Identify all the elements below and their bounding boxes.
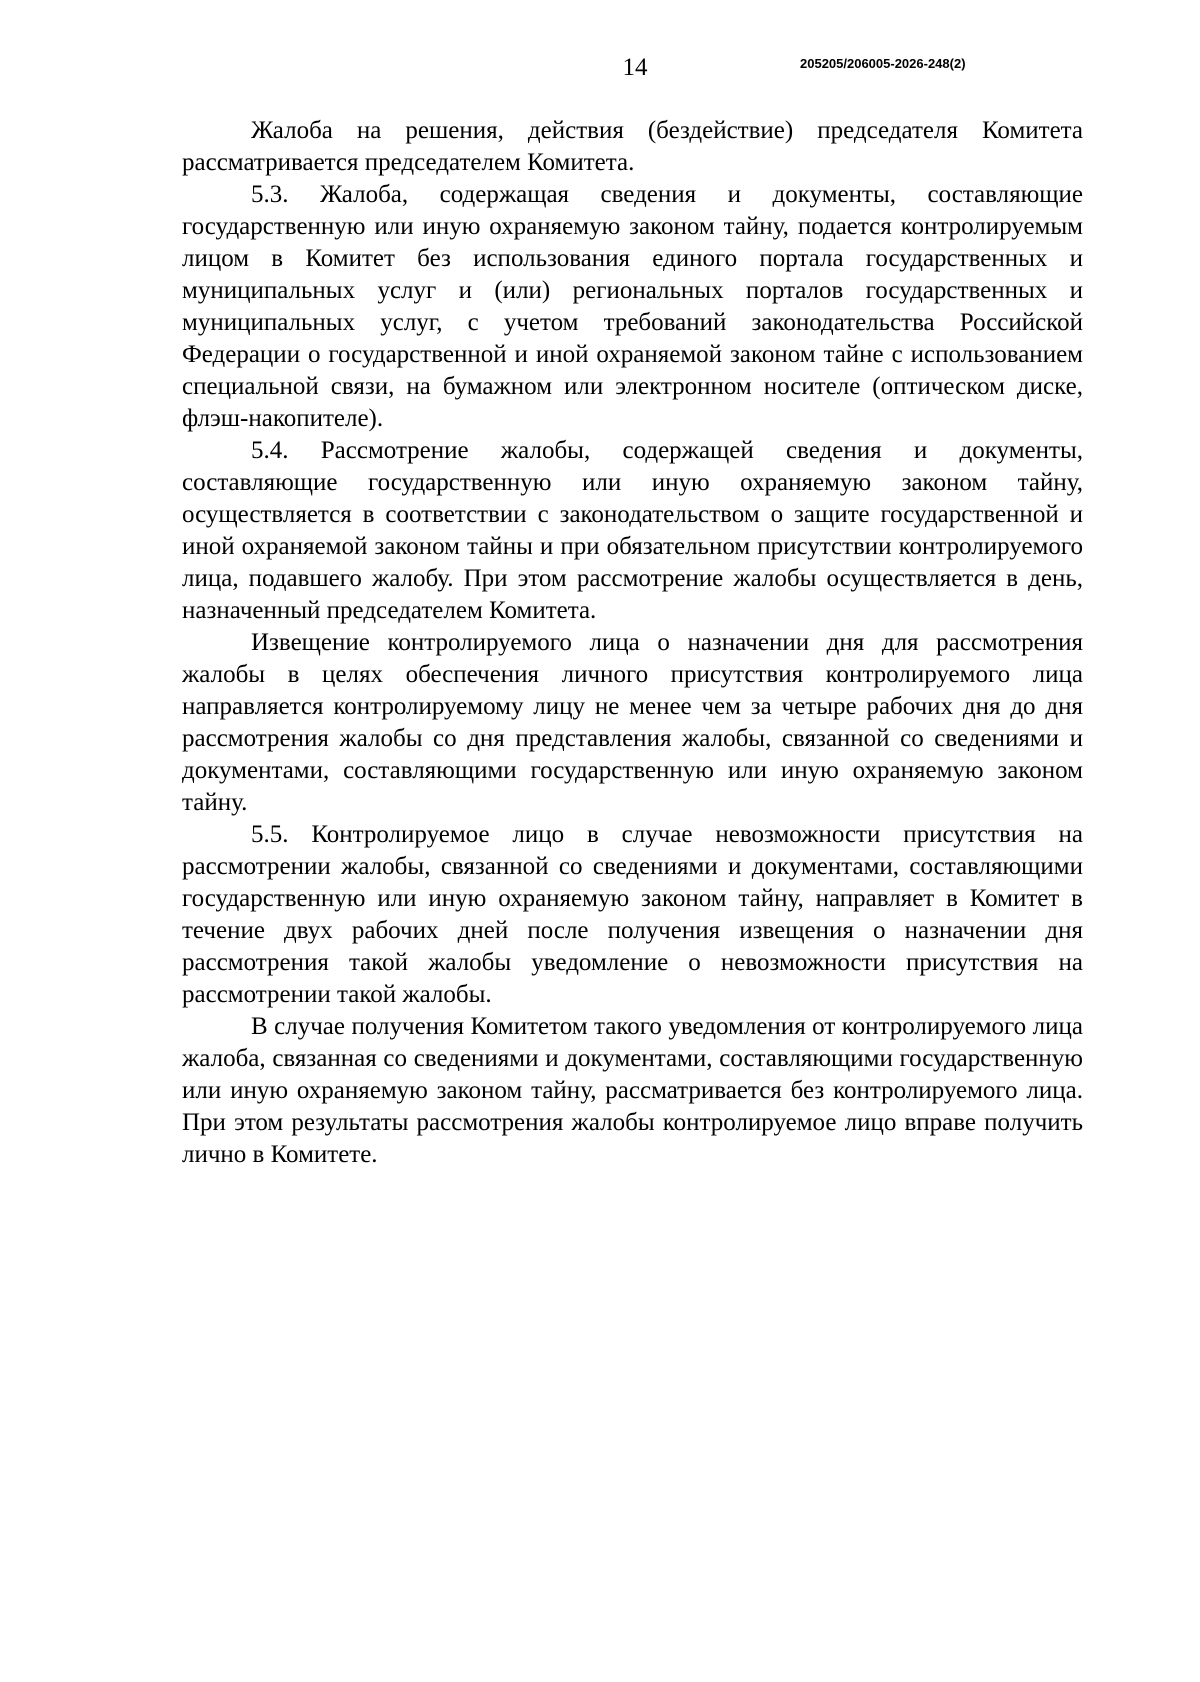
paragraph-notification: Извещение контролируемого лица о назначении дня для рассмотрения жалобы в целях обеспечения личного присутствия контролируемого лица направляется контролируемому лицу не менее чем за четыре рабочих дня до дня рассмотрения жалобы со дня представления жалобы, связанной со сведениями и документами, составляющими государственную или иную охраняемую законом тайну. [182, 629, 1083, 816]
paragraph-5-4: 5.4. Рассмотрение жалобы, содержащей сведения и документы, составляющие государственную или иную охраняемую законом тайну, осуществляется в соответствии с законодательством о защите государственной и иной охраняемой законом тайны и при обязательном присутствии контролируемого лица, подавшего жалобу. При этом рассмотрение жалобы осуществляется в день, назначенный председателем Комитета. [182, 437, 1083, 624]
document-code: 205205/206005-2026-248(2) [800, 56, 966, 71]
paragraph-complaint-chairman: Жалоба на решения, действия (бездействие) председателя Комитета рассматривается председателем Комитета. [182, 117, 1083, 176]
paragraph-5-3: 5.3. Жалоба, содержащая сведения и документы, составляющие государственную или иную охраняемую законом тайну, подается контролируемым лицом в Комитет без использования единого портала государственных и муниципальных услуг и (или) региональных порталов государственных и муниципальных услуг, с учетом требований законодательства Российской Федерации о государственной и иной охраняемой законом тайне с использованием специальной связи, на бумажном или электронном носителе (оптическом диске, флэш-накопителе). [182, 181, 1083, 432]
document-body [182, 115, 1083, 1171]
page-number: 14 [622, 54, 648, 81]
paragraph-without-presence: В случае получения Комитетом такого уведомления от контролируемого лица жалоба, связанная со сведениями и документами, составляющими государственную или иную охраняемую законом тайну, рассматривается без контролируемого лица. При этом результаты рассмотрения жалобы контролируемое лицо вправе получить лично в Комитете. [182, 1013, 1083, 1168]
paragraph-5-5: 5.5. Контролируемое лицо в случае невозможности присутствия на рассмотрении жалобы, связанной со сведениями и документами, составляющими государственную или иную охраняемую законом тайну, направляет в Комитет в течение двух рабочих дней после получения извещения о назначении дня рассмотрения такой жалобы уведомление о невозможности присутствия на рассмотрении такой жалобы. [182, 821, 1083, 1008]
